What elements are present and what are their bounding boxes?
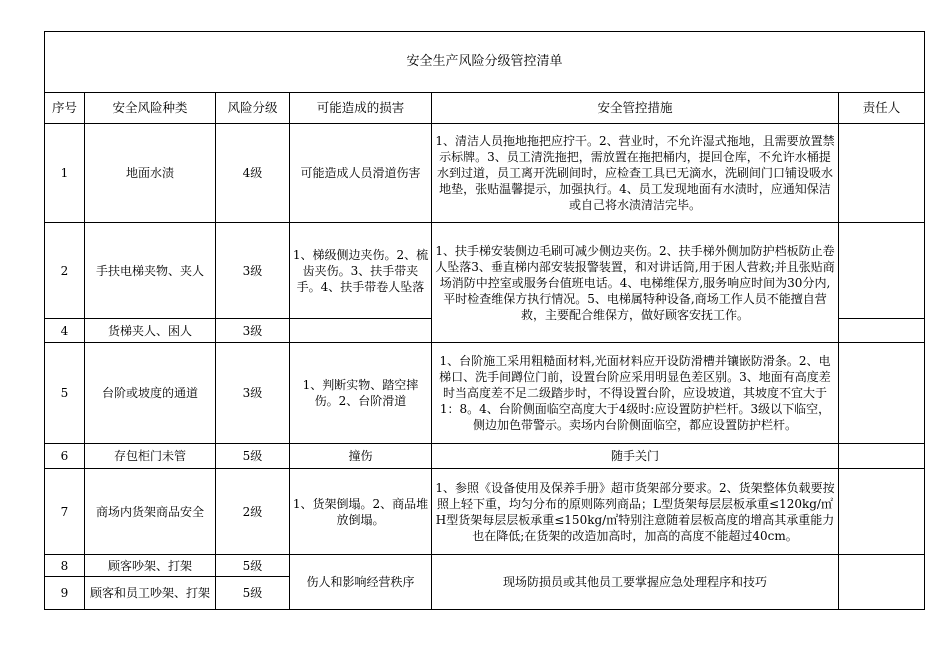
row-risk-type: 商场内货架商品安全 (85, 469, 216, 555)
row-level: 3级 (216, 343, 290, 444)
row-level: 3级 (216, 319, 290, 343)
table-row (45, 124, 925, 223)
row-damage: 1、判断实物、踏空摔伤。2、台阶滑道 (290, 343, 432, 444)
header-risk-type: 安全风险种类 (85, 93, 216, 124)
header-row (45, 93, 925, 124)
row-risk-type: 台阶或坡度的通道 (85, 343, 216, 444)
risk-control-table (44, 31, 925, 610)
row-no: 9 (45, 577, 85, 610)
row-owner (839, 555, 925, 610)
row-no: 5 (45, 343, 85, 444)
row-damage: 伤人和影响经营秩序 (290, 555, 432, 610)
row-measures: 1、扶手梯安装侧边毛刷可减少侧边夹伤。2、扶手梯外侧加防护档板防止卷人坠落3、垂直梯内部安装报警装置，和对讲话筒,用于困人营救;并且张贴商场消防中控室或服务台值班电话。4、电梯维保方,服务响应时间为30分内,平时检查维保方执行情况。5、电梯属特种设备,商场工作人员不能擅自营救，主要配合维保方，做好顾客安抚工作。 (432, 223, 839, 343)
row-risk-type: 货梯夹人、困人 (85, 319, 216, 343)
header-level: 风险分级 (216, 93, 290, 124)
row-risk-type: 地面水渍 (85, 124, 216, 223)
row-measures: 现场防损员或其他员工要掌握应急处理程序和技巧 (432, 555, 839, 610)
row-owner (839, 444, 925, 469)
row-risk-type: 手扶电梯夹物、夹人 (85, 223, 216, 319)
row-measures: 随手关门 (432, 444, 839, 469)
row-damage (290, 319, 432, 343)
row-no: 4 (45, 319, 85, 343)
table-row (45, 223, 925, 319)
row-level: 5级 (216, 555, 290, 577)
row-risk-type: 存包柜门未管 (85, 444, 216, 469)
row-owner (839, 343, 925, 444)
row-damage: 1、货架倒塌。2、商品堆放倒塌。 (290, 469, 432, 555)
row-damage: 1、梯级侧边夹伤。2、梳齿夹伤。3、扶手带夹手。4、扶手带卷人坠落 (290, 223, 432, 319)
row-no: 7 (45, 469, 85, 555)
row-level: 2级 (216, 469, 290, 555)
row-level: 4级 (216, 124, 290, 223)
sheet-title: 安全生产风险分级管控清单 (45, 32, 925, 93)
row-no: 2 (45, 223, 85, 319)
row-measures: 1、台阶施工采用粗糙面材料,光面材料应开设防滑槽并镶嵌防滑条。2、电梯口、洗手间蹲位门前，设置台阶应采用明显色差区别。3、地面有高度差时当高度差不足二级踏步时，不得设置台阶，应设坡道，其坡度不宜大于1：8。4、台阶侧面临空高度大于4级时:应设置防护栏杆。3级以下临空，侧边加色带警示。卖场内台阶侧面临空，都应设置防护栏杆。 (432, 343, 839, 444)
row-level: 3级 (216, 223, 290, 319)
row-risk-type: 顾客吵架、打架 (85, 555, 216, 577)
row-level: 5级 (216, 577, 290, 610)
row-damage: 撞伤 (290, 444, 432, 469)
row-owner (839, 124, 925, 223)
row-owner (839, 469, 925, 555)
row-measures: 1、清洁人员拖地拖把应拧干。2、营业时，不允许湿式拖地，且需要放置禁示标牌。3、员工清洗拖把，需放置在拖把桶内，提回仓库，不允许水桶提水到过道，员工离开洗刷间时，应检查工具已无滴水，洗刷间门口铺设吸水地垫，张贴温馨提示，加强执行。4、员工发现地面有水渍时，应通知保洁或自己将水渍清洁完毕。 (432, 124, 839, 223)
table-row (45, 343, 925, 444)
table-row (45, 555, 925, 577)
row-level: 5级 (216, 444, 290, 469)
row-no: 8 (45, 555, 85, 577)
row-no: 1 (45, 124, 85, 223)
header-no: 序号 (45, 93, 85, 124)
row-measures: 1、参照《设备使用及保养手册》超市货架部分要求。2、货架整体负载要按照上轻下重，均匀分布的原则陈列商品；L型货架每层层板承重≤120kg/㎡ H型货架每层层板承重≤150kg/㎡特别注意随着层板高度的增高其承重能力也在降低;在货架的改造加高时，加高的高度不能超过40cm。 (432, 469, 839, 555)
row-risk-type: 顾客和员工吵架、打架 (85, 577, 216, 610)
row-no: 6 (45, 444, 85, 469)
header-damage: 可能造成的损害 (290, 93, 432, 124)
header-measures: 安全管控措施 (432, 93, 839, 124)
table-row (45, 469, 925, 555)
header-owner: 责任人 (839, 93, 925, 124)
row-owner (839, 319, 925, 343)
row-owner (839, 223, 925, 319)
row-damage: 可能造成人员滑道伤害 (290, 124, 432, 223)
table-row (45, 444, 925, 469)
